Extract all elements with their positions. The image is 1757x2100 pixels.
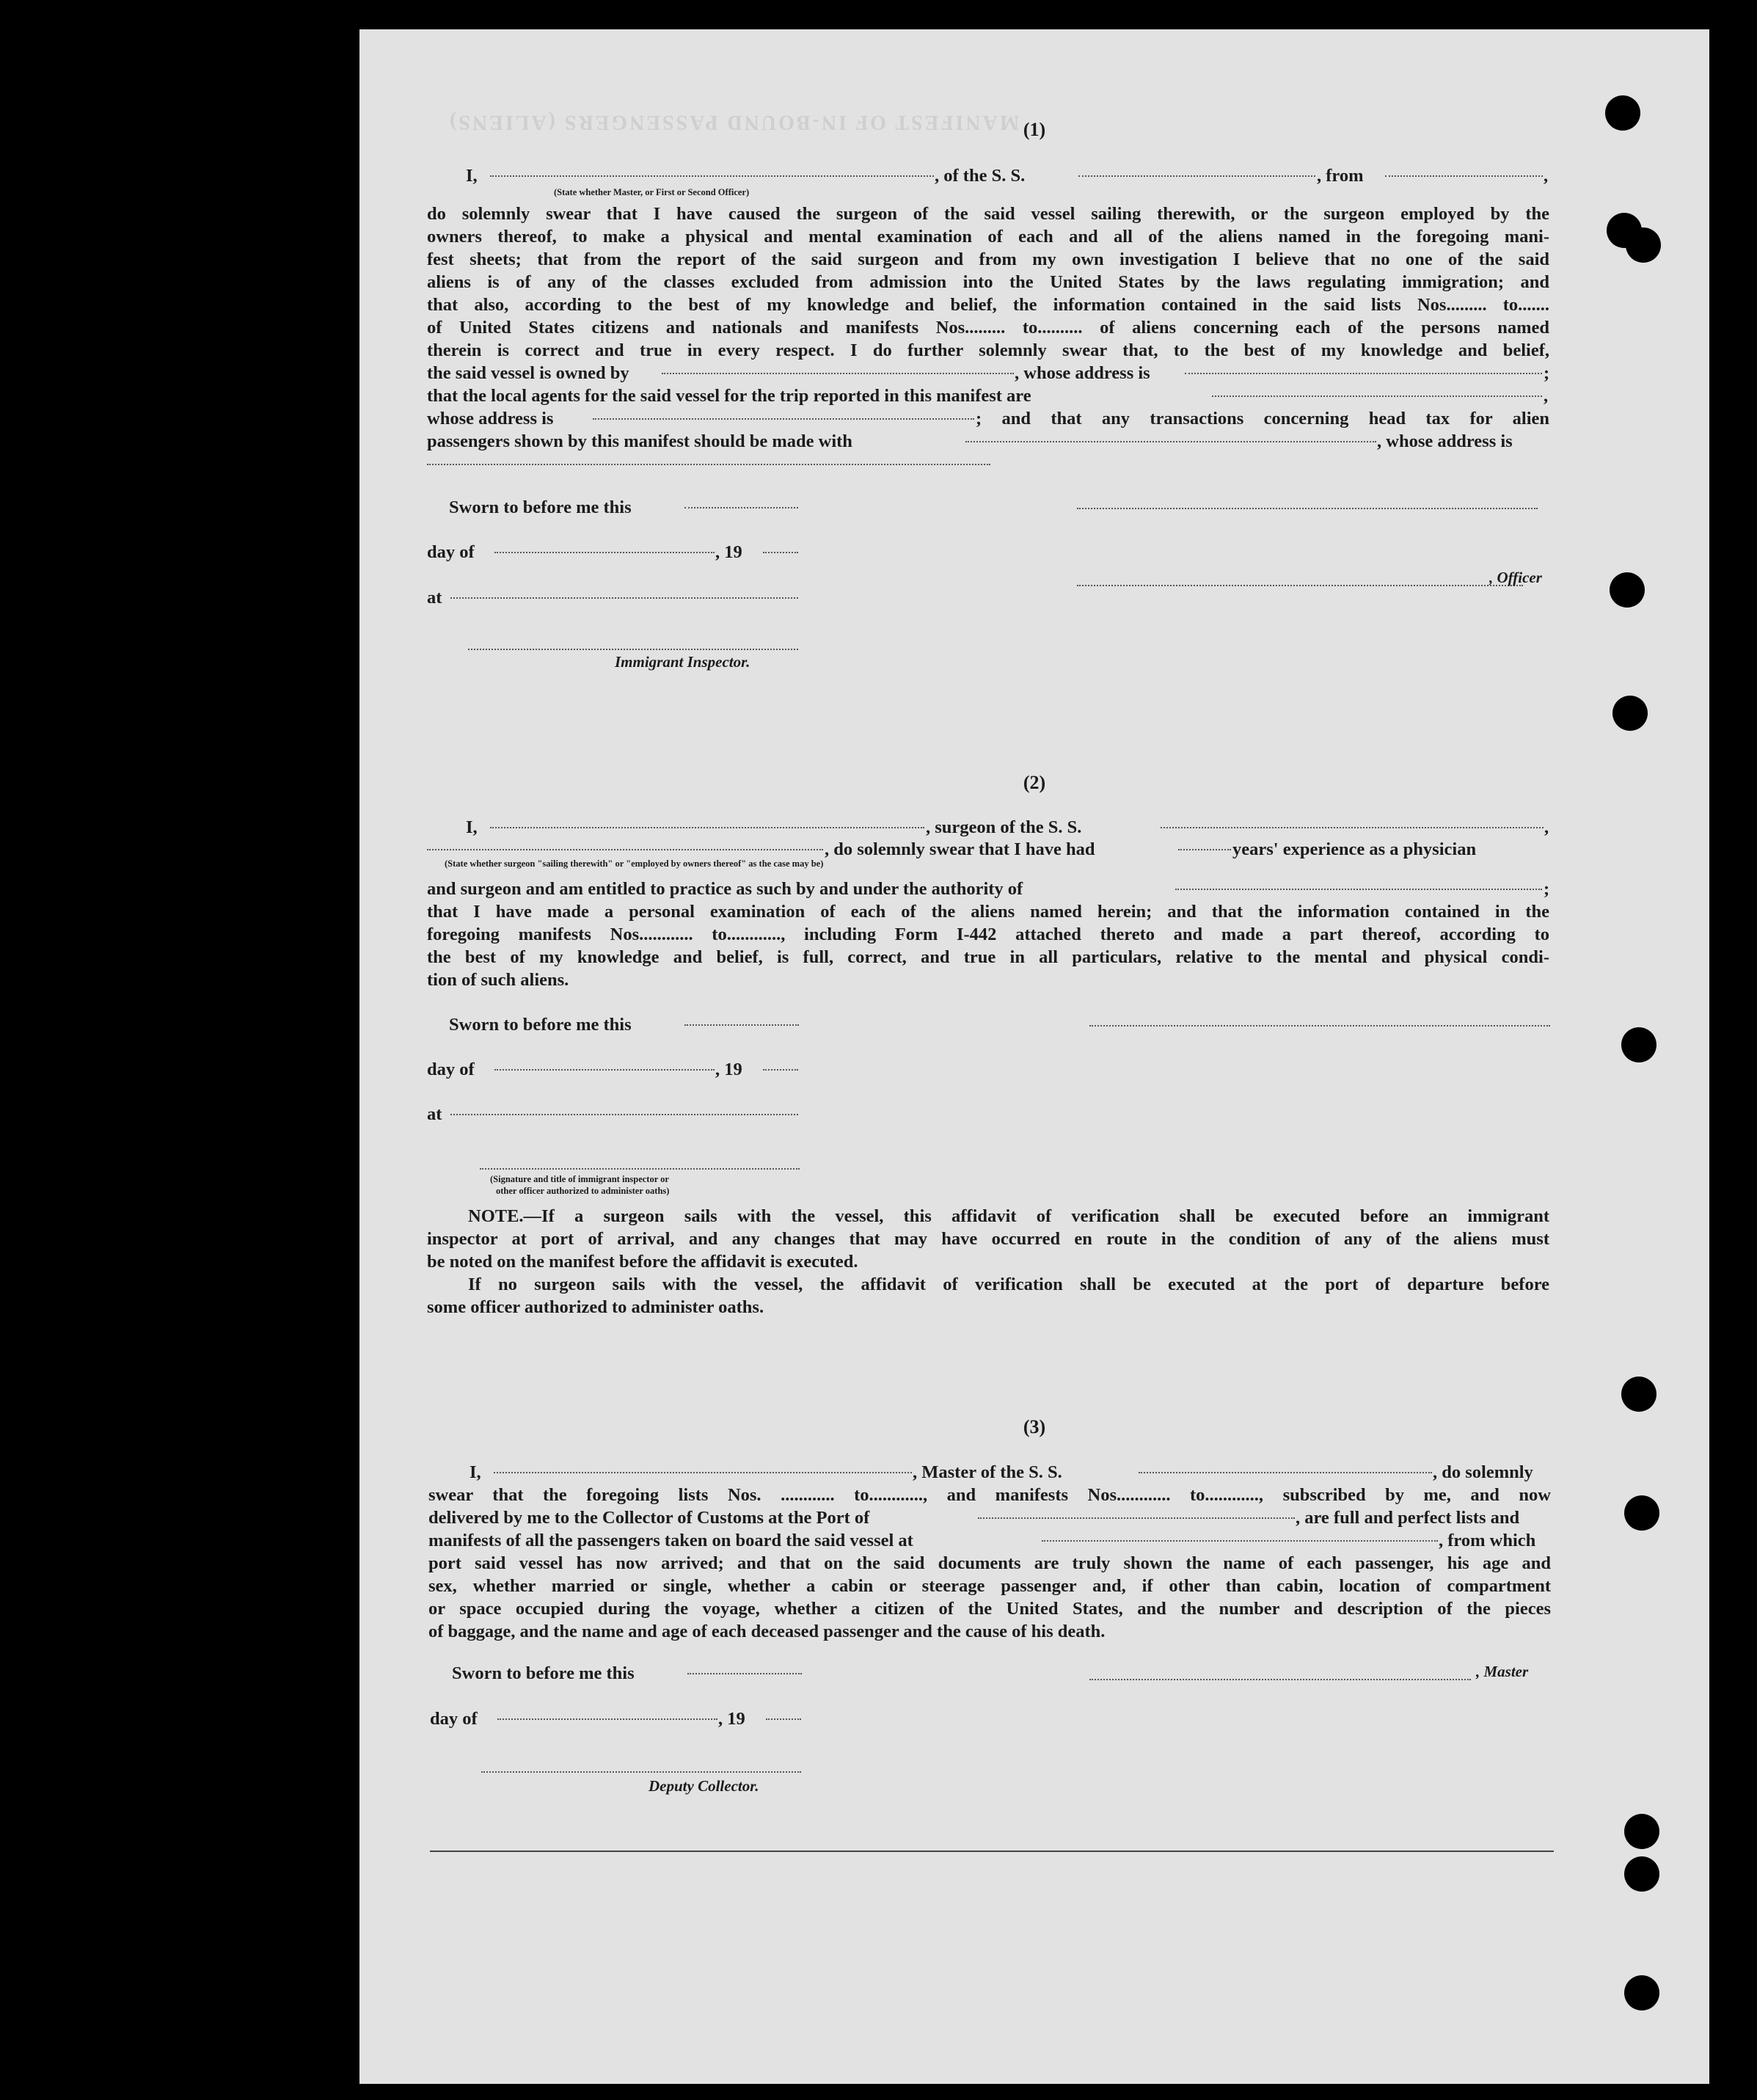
s1-officer-line <box>1077 583 1523 586</box>
s1-i: I, <box>466 166 478 186</box>
s1-line-3: owners thereof, to make a physical and mental examination of each and all of the aliens named in the foregoing mani- <box>427 227 1549 247</box>
s3-line-2: swear that the foregoing lists Nos. ............ to............, and manifests Nos............ to............, subscribed by me, and now <box>428 1485 1551 1505</box>
s1-agent-address-blank <box>593 417 974 420</box>
s3-day-of: day of <box>430 1709 478 1729</box>
s1-owner-blank <box>662 371 1014 374</box>
s2-note-e: some officer authorized to administer oaths. <box>427 1297 764 1317</box>
punch-hole <box>1624 1495 1659 1531</box>
s2-day-of: day of <box>427 1060 475 1079</box>
s1-semicolon: ; <box>1544 363 1550 383</box>
s1-comma-2: , <box>1544 386 1549 406</box>
s1-signature-line <box>1077 506 1538 509</box>
s1-line-5: aliens is of any of the classes excluded from admission into the United States by the laws regulating immigration; and <box>427 272 1549 292</box>
punch-hole <box>1626 227 1661 263</box>
s1-transactions: passengers shown by this manifest should be made with <box>427 431 852 451</box>
s3-line-6: sex, whether married or single, whether a cabin or steerage passenger and, if other than cabin, location of compartment <box>428 1576 1551 1596</box>
s3-day-blank <box>497 1717 717 1720</box>
s1-officer-label: , Officer <box>1489 569 1542 586</box>
s3-master-of: , Master of the S. S. <box>913 1462 1062 1482</box>
s1-agent-address: whose address is <box>427 409 554 429</box>
section-2-number: (2) <box>1023 772 1046 793</box>
s2-at: at <box>427 1104 442 1124</box>
s1-line-2: do solemnly swear that I have caused the surgeon of the said vessel sailing therewith, or the surgeon employed by the <box>427 204 1549 224</box>
s2-surgeon-of: , surgeon of the S. S. <box>926 817 1082 837</box>
s3-from-which: , from which <box>1439 1531 1536 1550</box>
punch-hole <box>1624 1975 1659 2010</box>
s3-master-line <box>1089 1677 1471 1680</box>
s3-name-blank <box>494 1470 912 1473</box>
punch-hole <box>1621 1377 1656 1412</box>
s2-note-b: inspector at port of arrival, and any changes that may have occurred en route in the condition of any of the aliens must <box>427 1229 1549 1249</box>
s3-collector-label: Deputy Collector. <box>649 1777 759 1795</box>
s2-sworn-blank <box>684 1023 799 1026</box>
s2-years-experience: years' experience as a physician <box>1232 839 1477 859</box>
s1-line-6: that also, according to the best of my knowledge and belief, the information contained in the said lists Nos......... to....... <box>427 295 1549 315</box>
s1-from: , from <box>1317 166 1364 186</box>
s3-sworn-blank <box>687 1671 802 1674</box>
s2-years-blank <box>1178 847 1231 850</box>
s1-day-blank <box>494 550 715 553</box>
s3-line-7: or space occupied during the voyage, whether a citizen of the United States, and the number and description of the pieces <box>428 1599 1551 1619</box>
s1-of-ss: , of the S. S. <box>935 166 1026 186</box>
s1-year-prefix: , 19 <box>715 542 742 562</box>
s2-note-surgeon: (State whether surgeon "sailing therewith" or "employed by owners thereof" as the case may be) <box>445 858 824 869</box>
s1-local-agents: that the local agents for the said vessel for the trip reported in this manifest are <box>427 386 1031 406</box>
s1-head-tax: ; and that any transactions concerning head tax for alien <box>976 409 1549 429</box>
s1-port-blank <box>1385 174 1543 177</box>
s2-day-blank <box>494 1068 715 1071</box>
s1-day-of: day of <box>427 542 475 562</box>
s1-comma: , <box>1544 166 1549 186</box>
s2-name-blank <box>490 825 924 828</box>
s2-at-blank <box>450 1112 798 1115</box>
s1-line-4: fest sheets; that from the report of the said surgeon and from my own investigation I believe that no one of the said <box>427 249 1549 269</box>
s2-note-d: If no surgeon sails with the vessel, the affidavit of verification shall be executed at the port of departure before <box>468 1275 1549 1294</box>
s1-note-master: (State whether Master, or First or Second Officer) <box>554 187 750 197</box>
s3-full-perfect: , are full and perfect lists and <box>1296 1508 1520 1528</box>
s3-line-5: port said vessel has now arrived; and that on the said documents are truly shown the name of each passenger, his age and <box>428 1553 1551 1573</box>
punch-hole <box>1610 572 1645 608</box>
s2-semicolon: ; <box>1544 879 1550 899</box>
s2-line-3: and surgeon and am entitled to practice as such by and under the authority of <box>427 879 1023 899</box>
s2-solemnly: , do solemnly swear that I have had <box>825 839 1095 859</box>
s2-vessel-blank <box>1161 825 1544 828</box>
section-1-number: (1) <box>1023 119 1046 140</box>
s2-signature-line <box>1089 1024 1550 1027</box>
s2-sig-note-2: other officer authorized to administer oaths) <box>496 1186 670 1196</box>
s2-i: I, <box>466 817 478 837</box>
s3-do-solemnly: , do solemnly <box>1433 1462 1533 1482</box>
s1-year-blank <box>763 550 798 553</box>
punch-hole <box>1605 95 1640 131</box>
s2-line-6: the best of my knowledge and belief, is full, correct, and true in all particulars, relative to the mental and physical condi- <box>427 947 1549 967</box>
s2-year-prefix: , 19 <box>715 1060 742 1079</box>
s2-line-4: that I have made a personal examination of each of the aliens named herein; and that the information contained in the <box>427 902 1549 922</box>
s1-sworn-blank <box>684 506 798 508</box>
s3-line-3: delivered by me to the Collector of Customs at the Port of <box>428 1508 870 1528</box>
s1-whose-address: , whose address is <box>1015 363 1150 383</box>
s1-owner-address-blank <box>1185 371 1542 374</box>
s1-at: at <box>427 588 442 608</box>
s2-note-a: NOTE.—If a surgeon sails with the vessel, this affidavit of verification shall be executed before an immigrant <box>468 1206 1549 1226</box>
s3-sworn: Sworn to before me this <box>452 1663 635 1683</box>
s1-whose-address-2: , whose address is <box>1377 431 1513 451</box>
s1-name-blank <box>490 174 934 177</box>
s3-vessel-blank <box>1139 1470 1432 1473</box>
s2-role-blank <box>427 847 823 850</box>
punch-hole <box>1612 696 1648 731</box>
s3-line-8: of baggage, and the name and age of each deceased passenger and the cause of his death. <box>428 1622 1106 1641</box>
s3-port-departure-blank <box>1042 1539 1438 1542</box>
s1-vessel-blank <box>1078 174 1315 177</box>
punch-hole <box>1624 1814 1659 1849</box>
s1-at-blank <box>450 596 798 599</box>
s1-owned-by: the said vessel is owned by <box>427 363 629 383</box>
s2-line-5: foregoing manifests Nos............ to............, including Form I-442 attached thereto and made a part thereof, according to <box>427 925 1549 944</box>
s2-signature-title-line <box>480 1167 800 1170</box>
s3-i: I, <box>470 1462 481 1482</box>
s2-line-7: tion of such aliens. <box>427 970 569 990</box>
s2-year-blank <box>763 1068 798 1071</box>
s2-authority-blank <box>1175 887 1542 890</box>
s1-inspector-line <box>468 647 798 650</box>
s3-year-blank <box>766 1717 801 1720</box>
bleed-through-text: MANIFEST OF IN-BOUND PASSENGERS (ALIENS) <box>448 111 1020 134</box>
s3-year-prefix: , 19 <box>718 1709 745 1729</box>
s3-line-4: manifests of all the passengers taken on board the said vessel at <box>428 1531 913 1550</box>
form-page <box>359 29 1709 2084</box>
s1-transactions-blank <box>965 440 1376 442</box>
s2-sig-note-1: (Signature and title of immigrant inspector or <box>490 1174 669 1184</box>
s3-collector-line <box>481 1770 801 1773</box>
s2-sworn: Sworn to before me this <box>449 1015 632 1035</box>
s1-inspector-label: Immigrant Inspector. <box>615 653 750 671</box>
s1-agents-blank <box>1212 394 1542 397</box>
s1-address-blank <box>427 462 990 465</box>
punch-hole <box>1624 1856 1659 1892</box>
s1-line-8: therein is correct and true in every respect. I do further solemnly swear that, to the best of my knowledge and belief, <box>427 340 1549 360</box>
bottom-rule <box>430 1851 1554 1852</box>
punch-hole <box>1621 1027 1656 1062</box>
s3-master-label: , Master <box>1476 1663 1529 1680</box>
s2-note-c: be noted on the manifest before the affidavit is executed. <box>427 1252 858 1272</box>
s1-line-7: of United States citizens and nationals and manifests Nos......... to.......... of aliens concerning each of the persons named <box>427 318 1549 338</box>
s2-comma: , <box>1544 817 1549 837</box>
section-3-number: (3) <box>1023 1416 1046 1437</box>
s1-sworn: Sworn to before me this <box>449 497 632 517</box>
s3-port-blank <box>978 1516 1295 1519</box>
